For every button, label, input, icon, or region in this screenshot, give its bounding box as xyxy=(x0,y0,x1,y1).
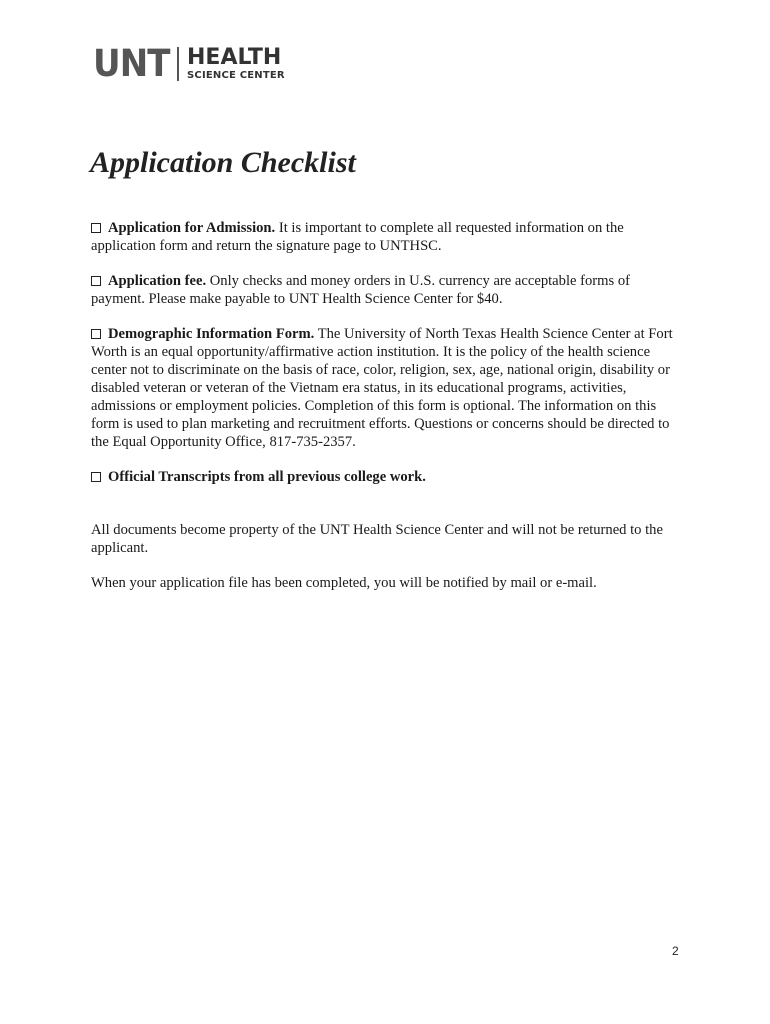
note-notification: When your application file has been completed, you will be notified by mail or e-mail. xyxy=(91,575,597,591)
checklist-content xyxy=(91,219,687,609)
checklist-item-title: Application for Admission. xyxy=(108,220,276,236)
checklist-item-text: It is important to complete all requested information on the application form and return the signature page to UNTHSC. xyxy=(91,220,624,254)
note-property: All documents become property of the UNT Health Science Center and will not be returned to the applicant. xyxy=(91,522,663,556)
logo-science-center-text: SCIENCE CENTER xyxy=(187,70,285,81)
checklist-item-title: Application fee. xyxy=(108,273,207,289)
logo-unt-text: UNT xyxy=(93,42,170,85)
unt-health-logo xyxy=(93,42,285,85)
checkbox-icon[interactable] xyxy=(91,223,101,233)
page-number: 2 xyxy=(672,944,679,958)
checkbox-icon[interactable] xyxy=(91,329,101,339)
logo-divider xyxy=(177,47,179,81)
checkbox-icon[interactable] xyxy=(91,472,101,482)
checklist-item-title: Demographic Information Form. xyxy=(108,326,315,342)
spacer xyxy=(91,503,687,521)
checklist-item-transcripts xyxy=(91,468,687,486)
logo-health-text: HEALTH xyxy=(187,45,282,70)
checkbox-icon[interactable] xyxy=(91,276,101,286)
checklist-item-text: The University of North Texas Health Science Center at Fort Worth is an equal opportunity/affirmative action institution. It is the policy of the health science center not to discriminate on the basis of race, color, religion, sex, age, national origin, disability or disabled veteran or veteran of the Vietnam era status, in its educational programs, activities, admissions or employment policies. Completion of this form is optional. The information on this form is used to plan marketing and recruitment efforts. Questions or concerns should be directed to the Equal Opportunity Office, 817-735-2357. xyxy=(91,326,673,450)
checklist-item-application xyxy=(91,219,687,255)
checklist-item-title: Official Transcripts from all previous college work. xyxy=(108,469,426,485)
logo-wordmark xyxy=(187,47,285,81)
checklist-item-text: Only checks and money orders in U.S. currency are acceptable forms of payment. Please make payable to UNT Health Science Center for $40. xyxy=(91,273,630,307)
checklist-item-demographic xyxy=(91,325,687,451)
page-title: Application Checklist xyxy=(90,146,356,179)
checklist-item-fee xyxy=(91,272,687,308)
